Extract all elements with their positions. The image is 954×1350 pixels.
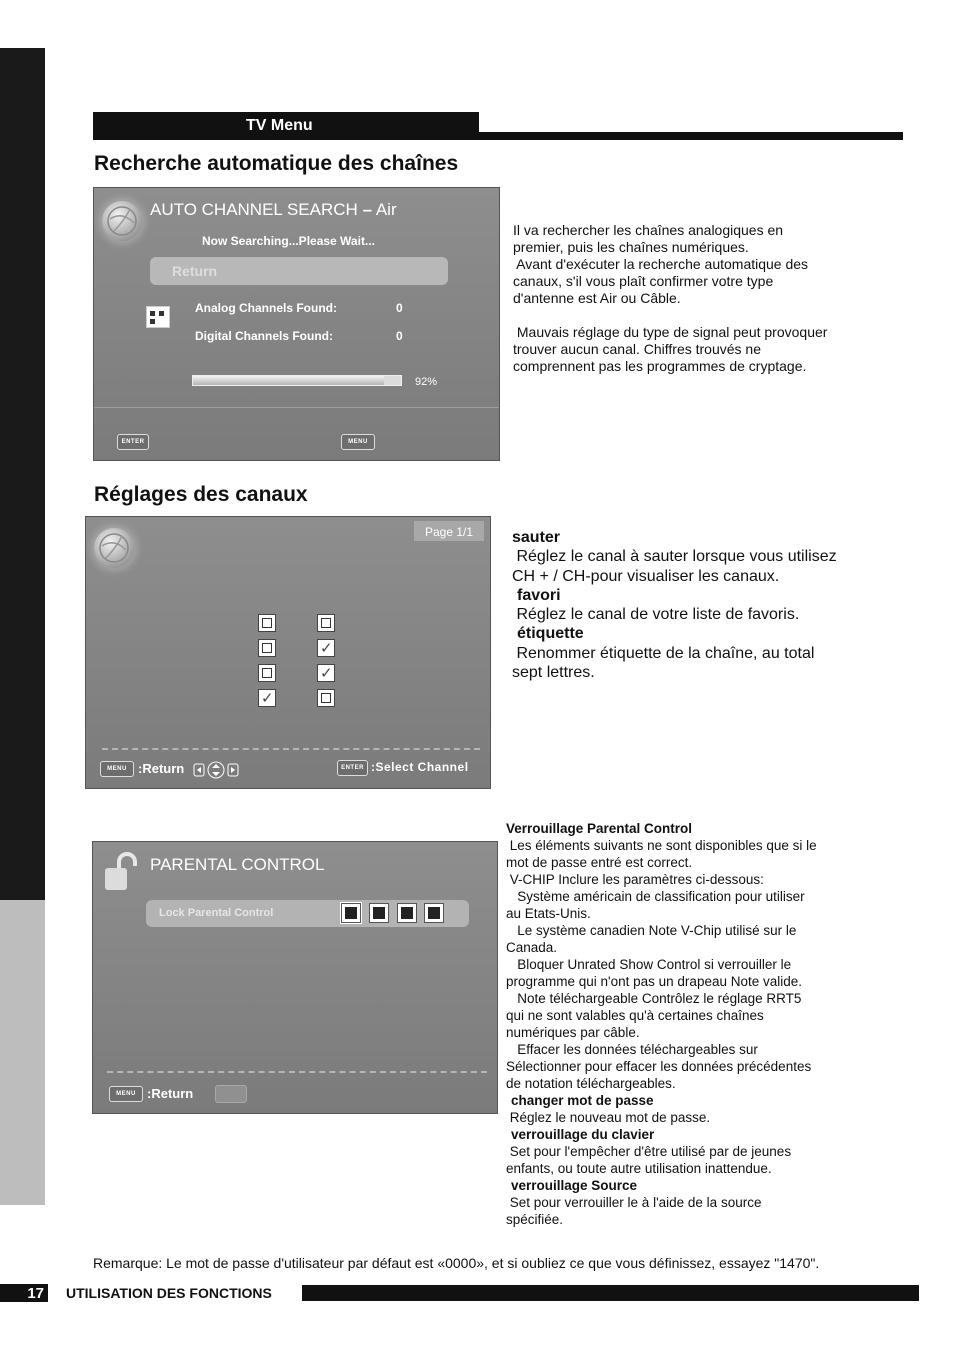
- desc-line: comprennent pas les programmes de cryptage.: [513, 358, 807, 374]
- parental-line: Le système canadien Note V-Chip utilisé sur le: [506, 923, 797, 938]
- source-lock-text: spécifiée.: [506, 1212, 564, 1227]
- section-header-bar: [93, 112, 479, 140]
- parental-lock-title: Verrouillage Parental Control: [506, 821, 693, 836]
- blank-key[interactable]: [215, 1085, 247, 1103]
- return-hint: :Return: [147, 1086, 194, 1101]
- change-password-title: changer mot de passe: [511, 1093, 654, 1108]
- parental-title: PARENTAL CONTROL: [150, 855, 325, 874]
- dashed-divider: [107, 1071, 487, 1073]
- return-button[interactable]: [150, 257, 448, 285]
- password-digit[interactable]: [369, 903, 389, 923]
- favorite-title: favori: [517, 586, 561, 604]
- search-progress-text: 92%: [415, 376, 438, 388]
- dashed-divider: [102, 748, 480, 750]
- search-progress-bar: [192, 375, 402, 386]
- keyboard-lock-text: enfants, ou toute autre utilisation inattendue.: [506, 1161, 772, 1176]
- parental-description: [506, 820, 916, 1228]
- channel-checkbox[interactable]: [317, 664, 335, 682]
- channel-checkbox[interactable]: [258, 664, 276, 682]
- parental-line: programme qui n'ont pas un drapeau Note valide.: [506, 974, 803, 989]
- parental-line: mot de passe entré est correct.: [506, 855, 693, 870]
- menu-button[interactable]: MENU: [341, 434, 375, 450]
- menu-button[interactable]: MENU: [109, 1086, 143, 1102]
- menu-button[interactable]: MENU: [100, 761, 134, 777]
- return-button-label: Return: [172, 263, 218, 279]
- change-password-text: Réglez le nouveau mot de passe.: [506, 1110, 711, 1125]
- channel-settings-screen: [85, 516, 491, 789]
- enter-button[interactable]: ENTER: [117, 434, 149, 450]
- skip-title: sauter: [512, 529, 561, 546]
- page-number: 17: [27, 1285, 44, 1302]
- auto-search-screen: [93, 187, 500, 461]
- navigation-arrows-icon: [193, 761, 241, 779]
- parental-line: Canada.: [506, 940, 558, 955]
- channel-checkbox[interactable]: [317, 639, 335, 657]
- globe-icon: [94, 528, 134, 568]
- lock-parental-label: Lock Parental Control: [159, 907, 274, 919]
- page-indicator-text: Page 1/1: [425, 525, 474, 539]
- desc-line: Mauvais réglage du type de signal peut provoquer: [513, 324, 828, 340]
- screen-divider: [94, 407, 499, 408]
- footer-section-label: UTILISATION DES FONCTIONS: [66, 1285, 272, 1301]
- parental-line: numériques par câble.: [506, 1025, 640, 1040]
- section-header-title: TV Menu: [246, 117, 313, 134]
- auto-search-title: AUTO CHANNEL SEARCH – Air: [150, 200, 397, 219]
- lock-parental-row[interactable]: [146, 900, 469, 927]
- channel-settings-heading: Réglages des canaux: [94, 483, 308, 506]
- keyboard-lock-text: Set pour l'empêcher d'être utilisé par de jeunes: [506, 1144, 792, 1159]
- keyboard-lock-title: verrouillage du clavier: [511, 1127, 655, 1142]
- desc-line: premier, puis les chaînes numériques.: [513, 239, 749, 255]
- header-rule: [479, 132, 903, 140]
- source-lock-title: verrouillage Source: [511, 1178, 638, 1193]
- parental-line: Système américain de classification pour utiliser: [506, 889, 805, 904]
- password-digit[interactable]: [397, 903, 417, 923]
- channel-checkbox[interactable]: [258, 689, 276, 707]
- channel-list-icon: [146, 306, 170, 328]
- desc-line: canaux, s'il vous plaît confirmer votre type: [513, 273, 774, 289]
- parental-line: Bloquer Unrated Show Control si verrouiller le: [506, 957, 792, 972]
- channel-checkbox[interactable]: [258, 614, 276, 632]
- parental-line: V-CHIP Inclure les paramètres ci-dessous:: [506, 872, 764, 887]
- search-status: Now Searching...Please Wait...: [202, 234, 375, 248]
- parental-line: qui ne sont valables qu'à certaines chaînes: [506, 1008, 764, 1023]
- search-progress-fill: [193, 376, 384, 385]
- desc-line: d'antenne est Air ou Câble.: [513, 290, 681, 306]
- source-lock-text: Set pour verrouiller le à l'aide de la source: [506, 1195, 762, 1210]
- password-digit[interactable]: [341, 903, 361, 923]
- channel-checkbox[interactable]: [317, 614, 335, 632]
- parental-line: Les éléments suivants ne sont disponibles que si le: [506, 838, 817, 853]
- desc-line: [513, 307, 913, 324]
- desc-line: Il va rechercher les chaînes analogiques en: [513, 222, 784, 238]
- return-hint: :Return: [138, 761, 185, 776]
- channel-checkbox[interactable]: [317, 689, 335, 707]
- select-channel-hint: :Select Channel: [371, 760, 469, 774]
- parental-line: Note téléchargeable Contrôlez le réglage RRT5: [506, 991, 802, 1006]
- label-title: étiquette: [517, 625, 584, 643]
- parental-line: de notation téléchargeables.: [506, 1076, 676, 1091]
- digital-found-value: 0: [396, 329, 403, 343]
- skip-text: CH + / CH-pour visualiser les canaux.: [512, 567, 780, 585]
- skip-text: Réglez le canal à sauter lorsque vous utilisez: [512, 548, 837, 566]
- label-text: Renommer étiquette de la chaîne, au total: [512, 644, 815, 662]
- parental-line: Effacer les données téléchargeables sur: [506, 1042, 758, 1057]
- label-text: sept lettres.: [512, 664, 595, 682]
- enter-button[interactable]: ENTER: [337, 760, 368, 776]
- desc-line: Avant d'exécuter la recherche automatique des: [513, 256, 809, 272]
- parental-line: au Etats-Unis.: [506, 906, 591, 921]
- lock-icon: [103, 852, 141, 892]
- favorite-text: Réglez le canal de votre liste de favoris.: [512, 606, 800, 624]
- channel-settings-description: [512, 528, 912, 682]
- desc-line: trouver aucun canal. Chiffres trouvés ne: [513, 341, 761, 357]
- parental-control-screen: [92, 841, 498, 1114]
- auto-search-heading: Recherche automatique des chaînes: [94, 152, 459, 175]
- channel-checkbox[interactable]: [258, 639, 276, 657]
- parental-line: Sélectionner pour effacer les données précédentes: [506, 1059, 812, 1074]
- page-indicator: [414, 521, 484, 541]
- password-digit[interactable]: [424, 903, 444, 923]
- password-note: Remarque: Le mot de passe d'utilisateur par défaut est «0000», et si oubliez ce que vous définissez, essayez "1470".: [93, 1255, 820, 1271]
- globe-icon: [102, 201, 142, 241]
- analog-found-value: 0: [396, 301, 403, 315]
- auto-search-description: [513, 222, 913, 375]
- footer-rule: [302, 1285, 919, 1301]
- analog-found-label: Analog Channels Found:: [195, 301, 337, 315]
- sidebar-grey-band: [0, 900, 45, 1205]
- page-number-box: [0, 1284, 48, 1302]
- sidebar-black-band: [0, 48, 45, 900]
- digital-found-label: Digital Channels Found:: [195, 329, 333, 343]
